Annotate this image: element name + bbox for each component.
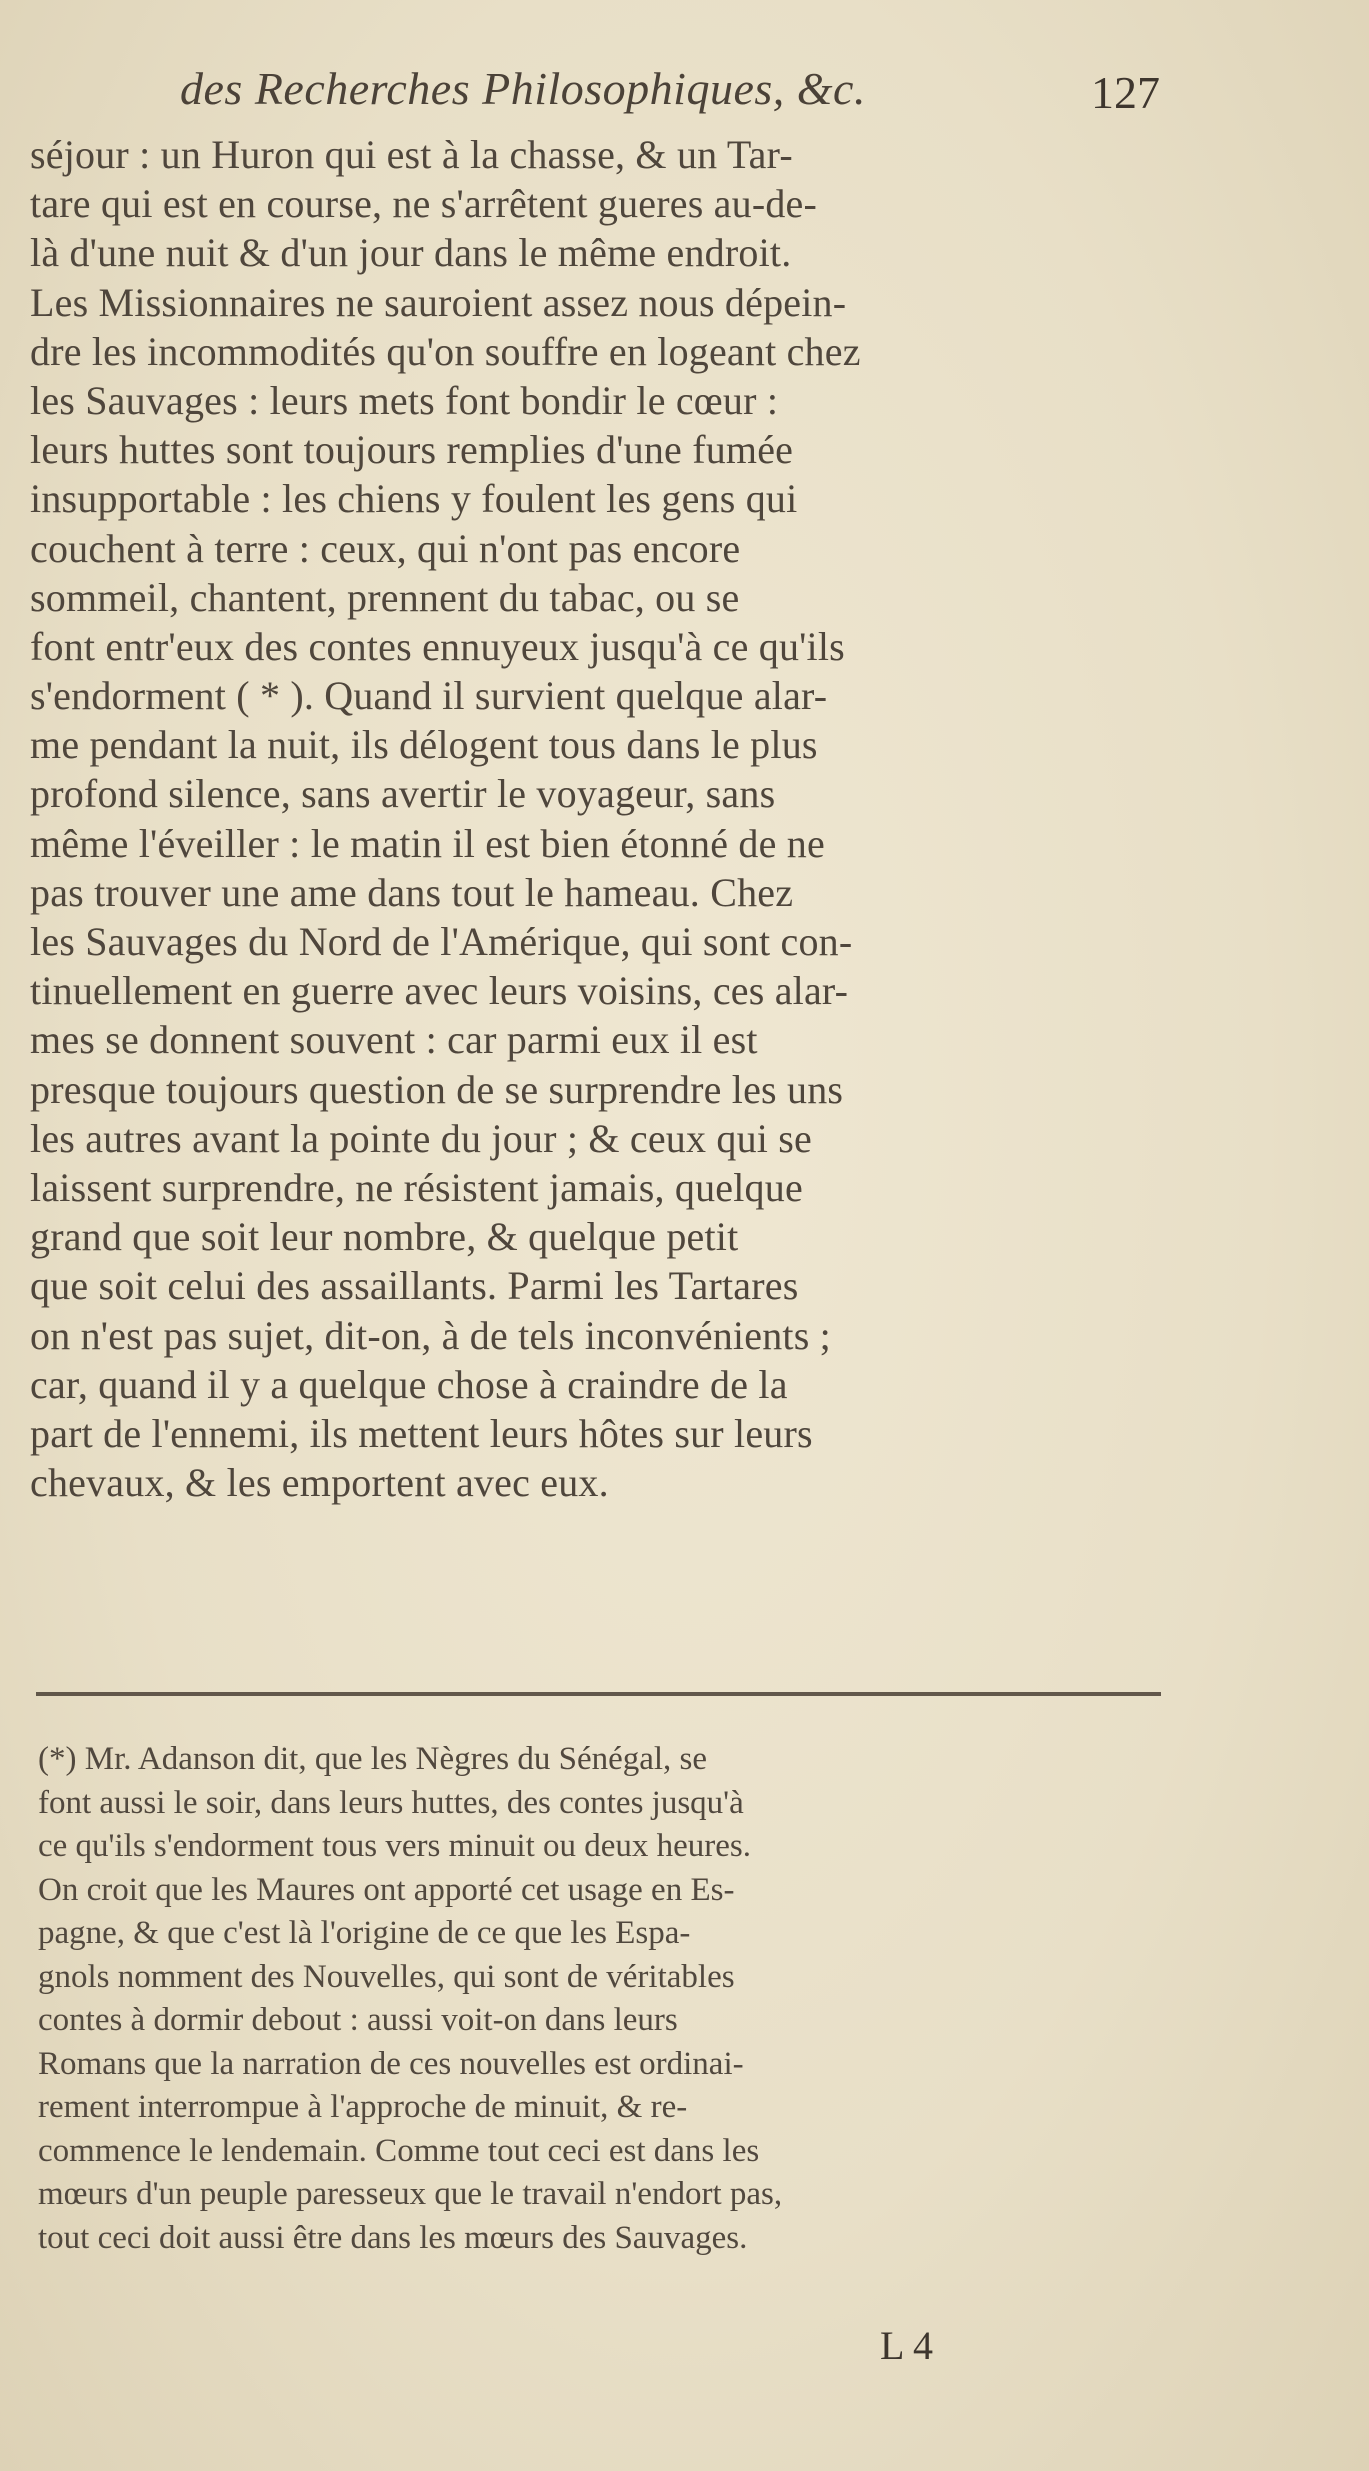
text-line: laissent surprendre, ne résistent jamais, quelque <box>30 1164 803 1210</box>
text-line: que soit celui des assaillants. Parmi les Tartares <box>30 1263 799 1309</box>
footnote-line: ce qu'ils s'endorment tous vers minuit ou deux heures. <box>38 1828 752 1864</box>
main-text <box>30 130 1170 1507</box>
text-line: pas trouver une ame dans tout le hameau. Chez <box>30 869 794 915</box>
footnote-line: pagne, & que c'est là l'origine de ce que les Espa- <box>38 1915 691 1951</box>
text-line: grand que soit leur nombre, & quelque petit <box>30 1214 739 1260</box>
text-line: leurs huttes sont toujours remplies d'une fumée <box>30 427 794 473</box>
footnote-line: rement interrompue à l'approche de minuit, & re- <box>38 2089 688 2125</box>
text-line: car, quand il y a quelque chose à craindre de la <box>30 1361 788 1407</box>
text-line: profond silence, sans avertir le voyageur, sans <box>30 771 776 817</box>
text-line: Les Missionnaires ne sauroient assez nous dépein- <box>30 279 847 325</box>
text-line: insupportable : les chiens y foulent les gens qui <box>30 476 798 522</box>
signature-mark: L 4 <box>880 2323 933 2368</box>
footnote-divider <box>36 1692 1161 1696</box>
text-line: tare qui est en course, ne s'arrêtent gueres au-de- <box>30 181 818 227</box>
footnote-line: mœurs d'un peuple paresseux que le travail n'endort pas, <box>38 2176 783 2212</box>
text-line: là d'une nuit & d'un jour dans le même endroit. <box>30 230 792 276</box>
text-line: séjour : un Huron qui est à la chasse, & un Tar- <box>30 132 793 177</box>
footnote-line: On croit que les Maures ont apporté cet usage en Es- <box>38 1871 735 1908</box>
footnote-block <box>38 1738 1168 2260</box>
text-line: font entr'eux des contes ennuyeux jusqu'à ce qu'ils <box>30 623 845 669</box>
footnote-line: contes à dormir debout : aussi voit-on dans leurs <box>38 2002 678 2038</box>
footnote-line: Romans que la narration de ces nouvelles est ordinai- <box>38 2045 744 2082</box>
page-number: 127 <box>1091 67 1160 118</box>
text-line: s'endorment ( * ). Quand il survient quelque alar- <box>30 673 828 719</box>
text-line: même l'éveiller : le matin il est bien étonné de ne <box>30 820 825 866</box>
text-line: on n'est pas sujet, dit-on, à de tels inconvénients ; <box>30 1312 831 1358</box>
text-line: sommeil, chantent, prennent du tabac, ou se <box>30 574 740 620</box>
running-title: des Recherches Philosophiques, &c. <box>180 63 866 114</box>
text-line: dre les incommodités qu'on souffre en logeant chez <box>30 328 861 374</box>
text-line: part de l'ennemi, ils mettent leurs hôtes sur leurs <box>30 1410 813 1456</box>
text-line: presque toujours question de se surprendre les uns <box>30 1066 844 1112</box>
text-line: les Sauvages : leurs mets font bondir le cœur : <box>30 377 779 423</box>
text-line: les autres avant la pointe du jour ; & ceux qui se <box>30 1115 813 1161</box>
page-header <box>150 62 1160 132</box>
text-line: mes se donnent souvent : car parmi eux il est <box>30 1017 758 1063</box>
footnote-line: commence le lendemain. Comme tout ceci est dans les <box>38 2132 760 2169</box>
text-line: chevaux, & les emportent avec eux. <box>30 1460 609 1506</box>
footnote-line: font aussi le soir, dans leurs huttes, des contes jusqu'à <box>38 1784 744 1821</box>
footnote-line: tout ceci doit aussi être dans les mœurs des Sauvages. <box>38 2219 748 2256</box>
text-line: tinuellement en guerre avec leurs voisins, ces alar- <box>30 968 849 1014</box>
text-line: me pendant la nuit, ils délogent tous dans le plus <box>30 722 818 768</box>
text-line: couchent à terre : ceux, qui n'ont pas encore <box>30 525 741 571</box>
footnote-line: (*) Mr. Adanson dit, que les Nègres du Sénégal, se <box>38 1741 708 1777</box>
footnote-line: gnols nomment des Nouvelles, qui sont de véritables <box>38 1958 735 1995</box>
text-line: les Sauvages du Nord de l'Amérique, qui sont con- <box>30 919 853 964</box>
